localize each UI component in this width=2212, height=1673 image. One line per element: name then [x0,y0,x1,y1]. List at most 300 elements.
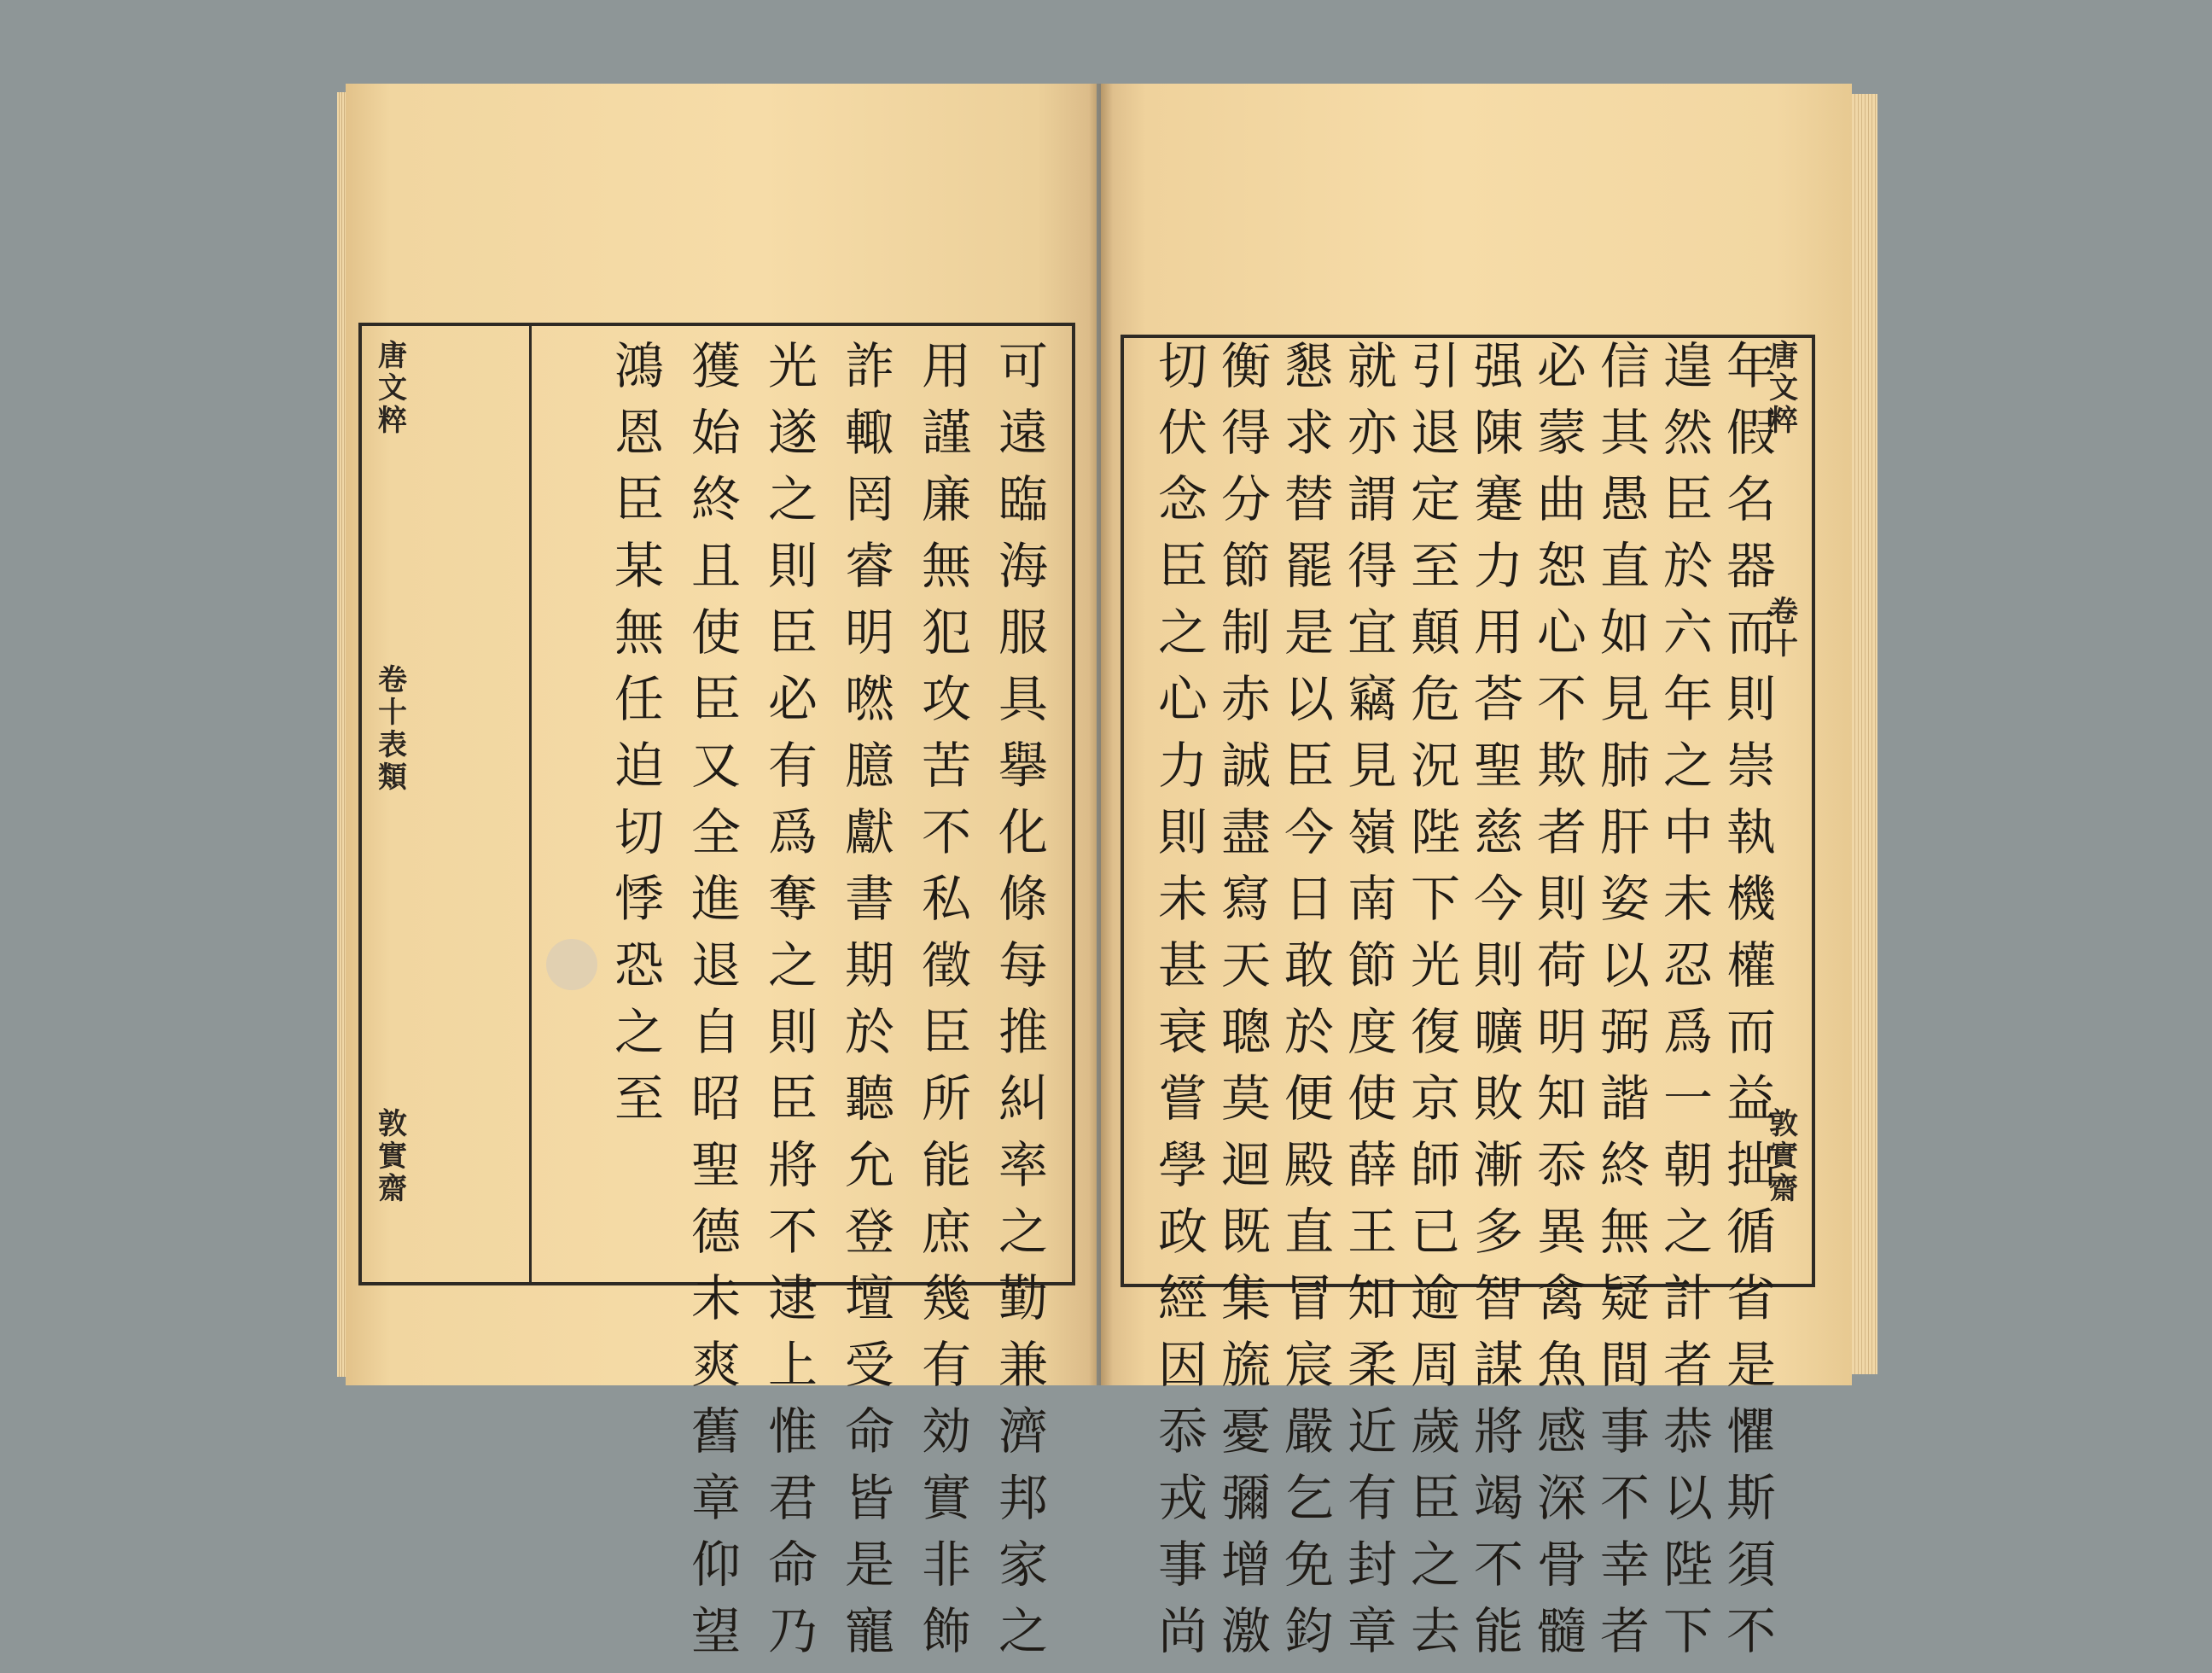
glyph: 漸 [1473,1136,1523,1194]
glyph: 於 [1284,1003,1334,1061]
spine-gutter [1089,84,1113,1385]
glyph: 見 [1599,670,1650,728]
glyph: 獻 [844,803,894,861]
glyph: 陳 [1473,404,1523,462]
glyph: 疑 [1599,1269,1650,1327]
paper-stain [546,939,597,990]
glyph: 不 [1536,670,1586,728]
glyph: 分 [1220,470,1271,528]
glyph: 全 [690,803,741,861]
glyph: 替 [1284,470,1334,528]
margin-glyph: 粹 [1769,404,1798,438]
glyph: 使 [1347,1070,1397,1128]
left-margin-foot [367,1107,418,1206]
glyph: 邦 [998,1469,1048,1527]
glyph: 之 [767,470,818,528]
glyph: 權 [1726,936,1776,994]
glyph: 逮 [767,1269,818,1327]
glyph: 臣 [1284,737,1334,795]
glyph: 蹇 [1473,470,1523,528]
glyph: 每 [998,936,1048,994]
text-column [1724,337,1778,1673]
glyph: 荅 [1473,670,1523,728]
glyph: 使 [690,603,741,662]
glyph: 則 [1536,870,1586,928]
glyph: 循 [1726,1203,1776,1261]
glyph: 至 [1410,537,1460,595]
glyph: 臣 [1662,470,1713,528]
glyph: 恩 [614,404,664,462]
glyph: 六 [1662,603,1713,662]
glyph: 是 [1726,1336,1776,1394]
glyph: 進 [690,870,741,928]
glyph: 必 [767,670,818,728]
glyph: 君 [767,1469,818,1527]
glyph: 無 [614,603,664,662]
glyph: 之 [1662,1203,1713,1261]
glyph: 聖 [690,1136,741,1194]
glyph: 恐 [614,936,664,994]
glyph: 已 [1410,1203,1460,1261]
glyph: 既 [1220,1203,1271,1261]
glyph: 未 [690,1269,741,1327]
glyph: 蒙 [1536,404,1586,462]
glyph: 爲 [767,803,818,861]
glyph: 又 [690,737,741,795]
text-column [1534,337,1589,1673]
text-column [764,337,822,1673]
glyph: 服 [998,603,1048,662]
glyph: 罷 [1284,537,1334,595]
glyph: 忝 [1536,1136,1586,1194]
glyph: 詐 [844,337,894,395]
glyph: 謀 [1473,1336,1523,1394]
glyph: 聰 [1220,1003,1271,1061]
glyph: 弼 [1599,1003,1650,1061]
glyph: 荷 [1536,936,1586,994]
glyph: 異 [1536,1203,1586,1261]
glyph: 去 [1410,1602,1460,1660]
text-column [1661,337,1715,1673]
glyph: 益 [1726,1070,1776,1128]
glyph: 甚 [1157,936,1208,994]
glyph: 盡 [1220,803,1271,861]
left-column-rule [529,323,532,1282]
glyph: 以 [1284,670,1334,728]
glyph: 嘗 [1157,1070,1208,1128]
glyph: 乃 [767,1602,818,1660]
glyph: 攻 [921,670,971,728]
glyph: 臣 [1157,537,1208,595]
glyph: 冒 [1284,1269,1334,1327]
glyph: 感 [1536,1402,1586,1460]
glyph: 臆 [844,737,894,795]
glyph: 謹 [921,404,971,462]
glyph: 心 [1157,670,1208,728]
margin-glyph: 實 [378,1140,407,1174]
glyph: 王 [1347,1203,1397,1261]
glyph: 退 [690,936,741,994]
glyph: 嶺 [1347,803,1397,861]
glyph: 智 [1473,1269,1523,1327]
glyph: 任 [614,670,664,728]
glyph: 崇 [1726,737,1776,795]
glyph: 海 [998,537,1048,595]
glyph: 能 [921,1136,971,1194]
glyph: 懼 [1726,1402,1776,1460]
glyph: 犯 [921,603,971,662]
glyph: 禽 [1536,1269,1586,1327]
glyph: 迫 [614,737,664,795]
glyph: 政 [1157,1203,1208,1261]
glyph: 曲 [1536,470,1586,528]
glyph: 節 [1220,537,1271,595]
glyph: 家 [998,1536,1048,1594]
glyph: 今 [1473,870,1523,928]
glyph: 學 [1157,1136,1208,1194]
glyph: 之 [998,1602,1048,1660]
glyph: 且 [690,537,741,595]
margin-glyph: 類 [378,761,407,795]
glyph: 終 [690,470,741,528]
glyph: 師 [1410,1136,1460,1194]
glyph: 肺 [1599,737,1650,795]
glyph: 化 [998,803,1048,861]
glyph: 近 [1347,1402,1397,1460]
glyph: 德 [690,1203,741,1261]
glyph: 則 [767,1003,818,1061]
glyph: 經 [1157,1269,1208,1327]
glyph: 而 [1726,1003,1776,1061]
glyph: 念 [1157,470,1208,528]
glyph: 必 [1536,337,1586,395]
margin-glyph: 文 [378,371,407,405]
glyph: 執 [1726,803,1776,861]
glyph: 者 [1599,1602,1650,1660]
glyph: 下 [1410,870,1460,928]
glyph: 省 [1726,1269,1776,1327]
glyph: 集 [1220,1269,1271,1327]
glyph: 節 [1347,936,1397,994]
glyph: 彌 [1220,1469,1271,1527]
glyph: 南 [1347,870,1397,928]
text-column [1282,337,1336,1673]
glyph: 復 [1410,1003,1460,1061]
glyph: 聽 [844,1070,894,1128]
glyph: 器 [1726,537,1776,595]
glyph: 書 [844,870,894,928]
glyph: 封 [1347,1536,1397,1594]
glyph: 免 [1284,1536,1334,1594]
glyph: 光 [767,337,818,395]
glyph: 骨 [1536,1536,1586,1594]
glyph: 須 [1726,1536,1776,1594]
glyph: 欺 [1536,737,1586,795]
glyph: 奪 [767,870,818,928]
glyph: 直 [1284,1203,1334,1261]
glyph: 陛 [1662,1536,1713,1594]
glyph: 一 [1662,1070,1713,1128]
glyph: 竭 [1473,1469,1523,1527]
glyph: 未 [1157,870,1208,928]
glyph: 所 [921,1070,971,1128]
glyph: 嘫 [844,670,894,728]
glyph: 假 [1726,404,1776,462]
glyph: 退 [1410,404,1460,462]
glyph: 知 [1536,1070,1586,1128]
glyph: 伏 [1157,404,1208,462]
glyph: 亦 [1347,404,1397,462]
glyph: 不 [1599,1469,1650,1527]
left-margin-volume [367,663,418,795]
glyph: 望 [690,1602,741,1660]
glyph: 庶 [921,1203,971,1261]
glyph: 昭 [690,1070,741,1128]
glyph: 壇 [844,1269,894,1327]
glyph: 莫 [1220,1070,1271,1128]
glyph: 忍 [1662,936,1713,994]
glyph: 多 [1473,1203,1523,1261]
glyph: 嚴 [1284,1402,1334,1460]
glyph: 允 [844,1136,894,1194]
text-column [917,337,975,1673]
glyph: 不 [767,1203,818,1261]
glyph: 用 [921,337,971,395]
glyph: 殿 [1284,1136,1334,1194]
glyph: 無 [1599,1203,1650,1261]
glyph: 因 [1157,1336,1208,1394]
glyph: 明 [844,603,894,662]
margin-glyph: 十 [378,696,407,730]
glyph: 薛 [1347,1136,1397,1194]
glyph: 如 [1599,603,1650,662]
glyph: 遠 [998,404,1048,462]
glyph: 旒 [1220,1336,1271,1394]
glyph: 條 [998,870,1048,928]
glyph: 況 [1410,737,1460,795]
glyph: 臣 [767,603,818,662]
glyph: 至 [614,1070,664,1128]
glyph: 勤 [998,1269,1048,1327]
glyph: 徵 [921,936,971,994]
glyph: 者 [1662,1336,1713,1394]
glyph: 衡 [1220,337,1271,395]
glyph: 聖 [1473,737,1523,795]
glyph: 慈 [1473,803,1523,861]
glyph: 拙 [1726,1136,1776,1194]
glyph: 臨 [998,470,1048,528]
glyph: 周 [1410,1336,1460,1394]
glyph: 切 [614,803,664,861]
glyph: 便 [1284,1070,1334,1128]
glyph: 受 [844,1336,894,1394]
glyph: 日 [1284,870,1334,928]
text-column [1471,337,1526,1673]
glyph: 擧 [998,737,1048,795]
glyph: 今 [1284,803,1334,861]
margin-glyph: 實 [1769,1140,1798,1174]
glyph: 爽 [690,1336,741,1394]
glyph: 將 [1473,1402,1523,1460]
glyph: 爲 [1662,1003,1713,1061]
glyph: 定 [1410,470,1460,528]
glyph: 事 [1157,1536,1208,1594]
glyph: 寫 [1220,870,1271,928]
glyph: 終 [1599,1136,1650,1194]
glyph: 制 [1220,603,1271,662]
glyph: 有 [767,737,818,795]
glyph: 間 [1599,1336,1650,1394]
glyph: 苦 [921,737,971,795]
glyph: 機 [1726,870,1776,928]
glyph: 飾 [921,1602,971,1660]
margin-glyph: 唐 [1769,339,1798,373]
glyph: 愚 [1599,470,1650,528]
glyph: 赤 [1220,670,1271,728]
text-column [1408,337,1463,1673]
margin-glyph: 敦 [378,1107,407,1141]
glyph: 是 [1284,603,1334,662]
glyph: 者 [1536,803,1586,861]
glyph: 逾 [1410,1269,1460,1327]
glyph: 之 [998,1203,1048,1261]
glyph: 惟 [767,1402,818,1460]
text-column [1598,337,1652,1673]
glyph: 寵 [844,1602,894,1660]
glyph: 罔 [844,470,894,528]
glyph: 名 [1726,470,1776,528]
glyph: 敢 [1284,936,1334,994]
glyph: 朝 [1662,1136,1713,1194]
glyph: 濟 [998,1402,1048,1460]
glyph: 臣 [921,1003,971,1061]
glyph: 之 [1410,1536,1460,1594]
glyph: 私 [921,870,971,928]
glyph: 宜 [1347,603,1397,662]
glyph: 年 [1726,337,1776,395]
glyph: 諧 [1599,1070,1650,1128]
glyph: 之 [1662,737,1713,795]
glyph: 忝 [1157,1402,1208,1460]
glyph: 以 [1599,936,1650,994]
glyph: 計 [1662,1269,1713,1327]
glyph: 能 [1473,1602,1523,1660]
margin-glyph: 文 [1769,371,1798,405]
glyph: 遂 [767,404,818,462]
glyph: 而 [1726,603,1776,662]
glyph: 迴 [1220,1136,1271,1194]
glyph: 心 [1536,603,1586,662]
glyph: 登 [844,1203,894,1261]
glyph: 自 [690,1003,741,1061]
glyph: 無 [921,537,971,595]
glyph: 信 [1599,337,1650,395]
glyph: 乞 [1284,1469,1334,1527]
glyph: 柔 [1347,1336,1397,1394]
glyph: 臣 [1410,1469,1460,1527]
text-column [841,337,899,1673]
glyph: 有 [921,1336,971,1394]
margin-glyph: 卷 [1769,595,1798,629]
glyph: 用 [1473,603,1523,662]
glyph: 知 [1347,1269,1397,1327]
glyph: 以 [1662,1469,1713,1527]
margin-glyph: 敦 [1769,1107,1798,1141]
right-margin-foot [1758,1107,1809,1206]
text-column [687,337,745,1673]
glyph: 効 [921,1402,971,1460]
glyph: 歲 [1410,1402,1460,1460]
glyph: 輙 [844,404,894,462]
glyph: 某 [614,537,664,595]
margin-glyph: 唐 [378,339,407,373]
glyph: 臣 [614,470,664,528]
glyph: 將 [767,1136,818,1194]
text-column [1219,337,1273,1673]
glyph: 則 [767,537,818,595]
glyph: 謂 [1347,470,1397,528]
glyph: 恭 [1662,1402,1713,1460]
glyph: 下 [1662,1602,1713,1660]
glyph: 遑 [1662,337,1713,395]
glyph: 强 [1473,337,1523,395]
glyph: 尚 [1157,1602,1208,1660]
glyph: 糾 [998,1070,1048,1128]
glyph: 兼 [998,1336,1048,1394]
glyph: 求 [1284,404,1334,462]
glyph: 有 [1347,1469,1397,1527]
glyph: 懇 [1284,337,1334,395]
margin-glyph: 表 [378,728,407,762]
glyph: 中 [1662,803,1713,861]
glyph: 可 [998,337,1048,395]
glyph: 斯 [1726,1469,1776,1527]
glyph: 章 [1347,1602,1397,1660]
glyph: 危 [1410,670,1460,728]
glyph: 誠 [1220,737,1271,795]
text-column [610,337,668,1140]
glyph: 見 [1347,737,1397,795]
glyph: 之 [1157,603,1208,662]
glyph: 之 [767,936,818,994]
glyph: 力 [1157,737,1208,795]
glyph: 恕 [1536,537,1586,595]
glyph: 則 [1473,936,1523,994]
glyph: 就 [1347,337,1397,395]
glyph: 顛 [1410,603,1460,662]
glyph: 其 [1599,404,1650,462]
glyph: 度 [1347,1003,1397,1061]
glyph: 增 [1220,1536,1271,1594]
margin-glyph: 粹 [378,404,407,438]
glyph: 具 [998,670,1048,728]
glyph: 京 [1410,1070,1460,1128]
margin-glyph: 齋 [378,1172,407,1206]
glyph: 廉 [921,470,971,528]
text-column [994,337,1052,1673]
glyph: 鴻 [614,337,664,395]
glyph: 皆 [844,1469,894,1527]
glyph: 未 [1662,870,1713,928]
glyph: 於 [1662,537,1713,595]
glyph: 是 [844,1536,894,1594]
glyph: 幾 [921,1269,971,1327]
right-page-edges [1852,94,1877,1374]
glyph: 天 [1220,936,1271,994]
glyph: 切 [1157,337,1208,395]
glyph: 命 [767,1536,818,1594]
glyph: 舊 [690,1402,741,1460]
